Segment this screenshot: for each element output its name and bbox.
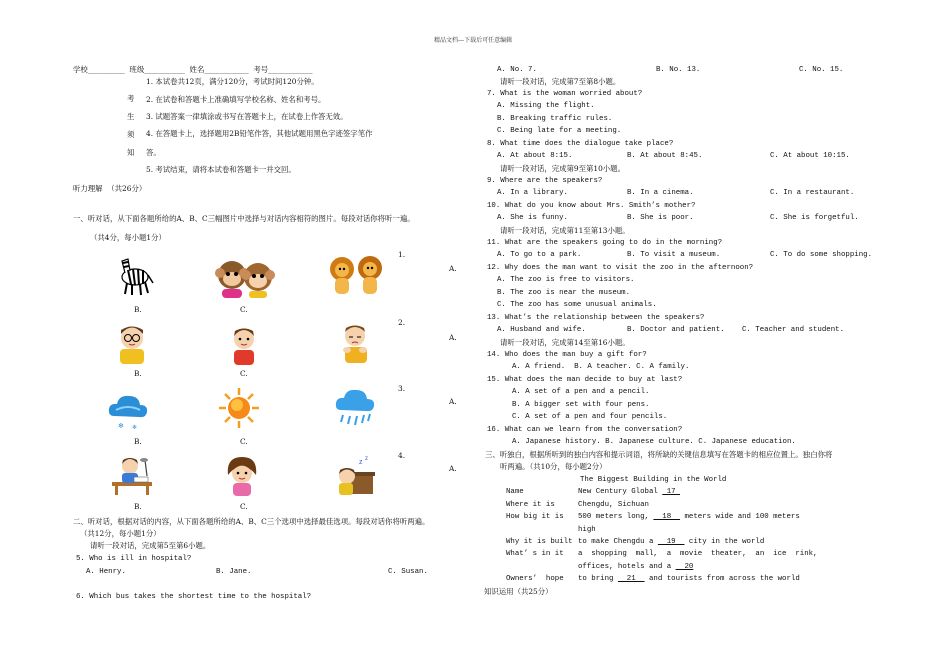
table-text: meters wide and 100 meters	[680, 513, 800, 521]
option-text: C. To do some shopping.	[770, 251, 873, 259]
table-text: 500 meters long,	[578, 513, 654, 521]
notice-label-char: 须	[127, 130, 135, 139]
option-text: A. Husband and wife.	[497, 326, 586, 334]
question-text: 15. What does the man decide to buy at last?	[487, 376, 683, 384]
knowledge-title: 知识运用（共25分）	[484, 587, 553, 596]
option-text: A. The zoo is free to visitors.	[497, 276, 635, 284]
option-text: A. Henry.	[86, 568, 126, 576]
option-c-label: C.	[240, 437, 248, 446]
question-text: 5. Who is ill in hospital?	[76, 555, 192, 563]
rain-cloud-icon	[333, 386, 377, 430]
option-text: B. Jane.	[216, 568, 252, 576]
option-text: B. Doctor and patient.	[627, 326, 725, 334]
table-title: The Biggest Building in the World	[580, 476, 727, 484]
listening-title: 听力理解 （共26分）	[73, 184, 147, 193]
dialogue-prompt: 请听一段对话，完成第9至第10小题。	[500, 164, 625, 173]
section3-title-cont: 听两遍。（共10分，每小题2分）	[500, 462, 607, 471]
notice-label-char: 考	[127, 94, 135, 103]
school-info-line: 学校__________ 班级___________ 姓名____________ 考号____________	[73, 65, 313, 74]
option-text: C. A set of a pen and four pencils.	[512, 413, 668, 421]
question-text: 16. What can we learn from the conversation?	[487, 426, 683, 434]
boy-icon	[222, 322, 266, 366]
option-text: B. The zoo is near the museum.	[497, 289, 631, 297]
option-text: B. Breaking traffic rules.	[497, 115, 613, 123]
option-a-label: A.	[449, 333, 457, 342]
table-text: to bring	[578, 575, 618, 583]
question-text: 10. What do you know about Mrs. Smith’s mother?	[487, 202, 696, 210]
option-text: A. To go to a park.	[497, 251, 582, 259]
table-text: offices, hotels and a	[578, 563, 676, 571]
option-text: C. The zoo has some unusual animals.	[497, 301, 657, 309]
zebra-icon	[113, 253, 157, 297]
table-cell	[578, 575, 800, 584]
section2-points: （共12分，每小题1分）	[80, 529, 161, 538]
table-label: Where it is	[506, 501, 555, 509]
option-c-label: C.	[240, 305, 248, 314]
option-b-label: B.	[134, 305, 142, 314]
option-text: C. Being late for a meeting.	[497, 127, 622, 135]
answer-blank: 18	[653, 513, 681, 521]
table-text: to make Chengdu a	[578, 538, 658, 546]
option-text: B. At about 8:45.	[627, 152, 703, 160]
table-cell: Chengdu, Sichuan	[578, 501, 649, 509]
dialogue-prompt: 请听一段对话，完成第14至第16小题。	[500, 338, 630, 347]
option-text: A. A friend. B. A teacher. C. A family.	[512, 363, 690, 371]
girl-icon	[220, 453, 264, 497]
table-cell: a shopping mall, a movie theater, an ice rink,	[578, 550, 818, 558]
option-text: A. A set of a pen and a pencil.	[512, 388, 650, 396]
boy-glasses-icon	[110, 321, 154, 365]
table-text: city in the world	[684, 538, 765, 546]
option-text: A. Japanese history. B. Japanese culture. C. Japanese education.	[512, 438, 796, 446]
lions-icon	[326, 254, 386, 298]
option-text: C. Teacher and student.	[742, 326, 845, 334]
option-text: B. To visit a museum.	[627, 251, 721, 259]
option-text: A. At about 8:15.	[497, 152, 573, 160]
notice-item: 3. 试题答案一律填涂或书写在答题卡上，在试卷上作答无效。	[146, 112, 348, 121]
question-text: 8. What time does the dialogue take place?	[487, 140, 674, 148]
option-text: C. At about 10:15.	[770, 152, 850, 160]
table-label: Why it is built	[506, 538, 573, 546]
page-header: 精品文档---下载后可任意编辑	[434, 37, 513, 44]
table-cell: high	[578, 526, 596, 534]
boy-crying-icon	[333, 320, 377, 364]
notice-label-char: 生	[127, 112, 135, 121]
option-c-label: C.	[240, 502, 248, 511]
svg-text:z: z	[365, 456, 368, 462]
dialogue-prompt: 请听一段对话，完成第11至第13小题。	[500, 226, 630, 235]
section1-title: 一、听对话，从下面各题所给的A、B、C三幅图片中选择与对话内容相符的图片。每段对话你将听一遍。	[73, 214, 415, 223]
question-text: 7. What is the woman worried about?	[487, 90, 643, 98]
answer-blank: 20	[675, 563, 694, 571]
question-text: 9. Where are the speakers?	[487, 177, 603, 185]
question-number: 3.	[398, 384, 406, 393]
section3-title: 三、听独白，根据所听到的独白内容和提示词语，将所缺的关键信息填写在答题卡的相应位置上。独白你将	[485, 450, 833, 459]
section1-points: （共4分，每小题1分）	[90, 233, 166, 242]
svg-text:❄: ❄	[118, 422, 124, 430]
option-text: A. In a library.	[497, 189, 568, 197]
question-text: 13. What’s the relationship between the speakers?	[487, 314, 705, 322]
sleeping-boy-icon	[333, 452, 377, 496]
question-number: 4.	[398, 451, 406, 460]
notice-item: 5. 考试结束，请将本试卷和答题卡一并交回。	[146, 165, 296, 174]
question-text: 11. What are the speakers going to do in the morning?	[487, 239, 723, 247]
table-label: Name	[506, 488, 524, 496]
option-text: A. Missing the flight.	[497, 102, 595, 110]
notice-item: 1. 本试卷共12页，满分120分，考试时间120分钟。	[146, 77, 319, 86]
option-text: C. She is forgetful.	[770, 214, 859, 222]
svg-text:❄: ❄	[132, 424, 138, 431]
table-text: and tourists from across the world	[644, 575, 800, 583]
option-b-label: B.	[134, 502, 142, 511]
option-b-label: B.	[134, 437, 142, 446]
table-cell	[578, 563, 693, 572]
option-text: B. She is poor.	[627, 214, 694, 222]
question-number: 2.	[398, 318, 406, 327]
option-a-label: A.	[449, 464, 457, 473]
option-a-label: A.	[449, 397, 457, 406]
option-text: B. In a cinema.	[627, 189, 694, 197]
svg-text:z: z	[359, 459, 363, 466]
option-text: B. A bigger set with four pens.	[512, 401, 650, 409]
option-c-label: C.	[240, 369, 248, 378]
question-number: 1.	[398, 250, 406, 259]
snow-cloud-icon	[106, 388, 150, 432]
question-text: 14. Who does the man buy a gift for?	[487, 351, 647, 359]
answer-blank: 19	[657, 538, 685, 546]
question-text: 12. Why does the man want to visit the zoo in the afternoon?	[487, 264, 754, 272]
question-text: 6. Which bus takes the shortest time to the hospital?	[76, 593, 312, 601]
option-text: A. She is funny.	[497, 214, 568, 222]
table-label: What’ s in it	[506, 550, 564, 558]
table-cell	[578, 513, 800, 522]
notice-item: 答。	[146, 148, 161, 157]
dialogue-prompt: 请听一段对话，完成第5至第6小题。	[90, 541, 211, 550]
table-cell	[578, 488, 680, 497]
option-text: C. In a restaurant.	[770, 189, 855, 197]
table-cell	[578, 538, 764, 547]
dialogue-prompt: 请听一段对话，完成第7至第8小题。	[500, 77, 621, 86]
answer-blank: 17	[662, 488, 681, 496]
option-text: C. Susan.	[388, 568, 428, 576]
table-text: New Century Global	[578, 488, 663, 496]
option-text: A. No. 7.	[497, 66, 537, 74]
studying-boy-icon	[110, 452, 154, 496]
notice-label-char: 知	[127, 148, 135, 157]
monkeys-icon	[212, 255, 278, 299]
table-label: Owners’ hope	[506, 575, 564, 583]
notice-item: 4. 在答题卡上，选择题用2B铅笔作答，其他试题用黑色字迹签字笔作	[146, 129, 373, 138]
option-text: C. No. 15.	[799, 66, 844, 74]
notice-item: 2. 在试卷和答题卡上准确填写学校名称、姓名和考号。	[146, 95, 326, 104]
answer-blank: 21	[617, 575, 645, 583]
section2-title: 二、听对话，根据对话的内容，从下面各题所给的A、B、C三个选项中选择最佳选项。每段对话你将听两遍。	[73, 517, 430, 526]
table-label: How big it is	[506, 513, 564, 521]
sun-icon	[217, 386, 261, 430]
option-b-label: B.	[134, 369, 142, 378]
option-text: B. No. 13.	[656, 66, 701, 74]
option-a-label: A.	[449, 264, 457, 273]
